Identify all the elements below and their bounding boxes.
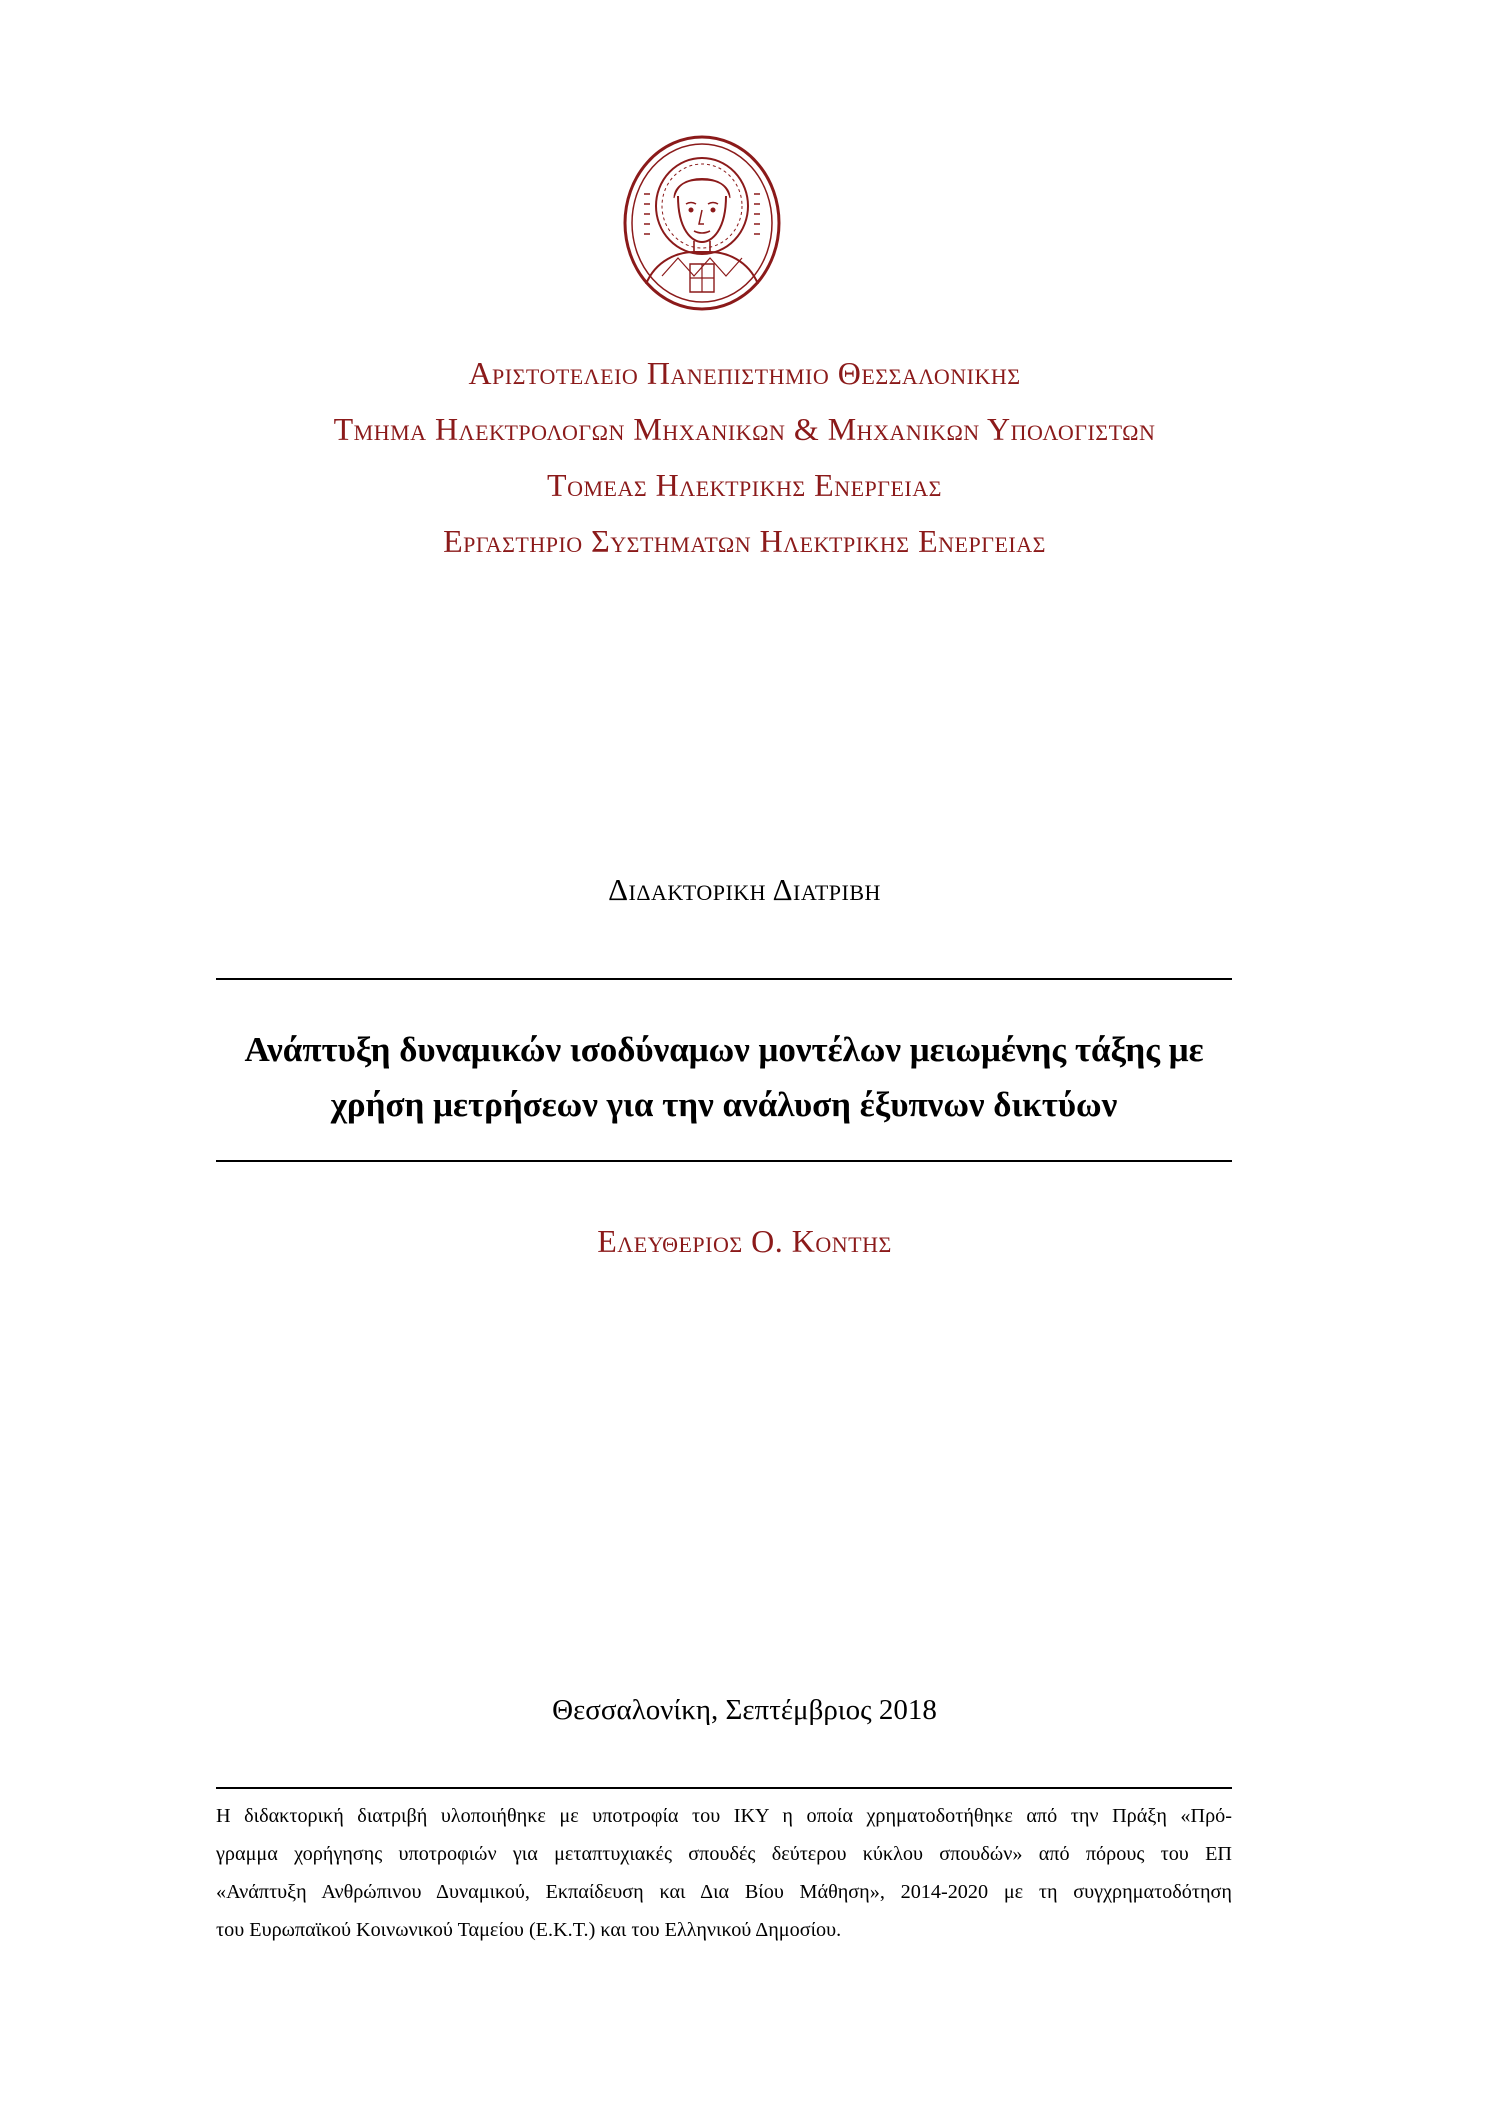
thesis-title-line-1: Ανάπτυξη δυναμικών ισοδύναμων μοντέλων μειωμένης τάξης με [244, 1030, 1204, 1069]
thesis-title-line-2: χρήση μετρήσεων για την ανάλυση έξυπνων δικτύων [330, 1085, 1118, 1124]
footnote-line-1: Η διδακτορική διατριβή υλοποιήθηκε με υποτροφία του ΙΚΥ η οποία χρηματοδοτήθηκε από την Πράξη «Πρό- [216, 1805, 1232, 1827]
title-bottom-rule [216, 1160, 1232, 1162]
laboratory-name: Εργαστηριο Συστηματων Ηλεκτρικης Ενεργειας [443, 523, 1046, 559]
university-name: Αριστοτελειο Πανεπιστημιο Θεσσαλονικης [468, 355, 1021, 391]
department-name: Τμημα Ηλεκτρολογων Μηχανικων & Μηχανικων Υπολογιστων [333, 411, 1156, 447]
footnote-line-3: «Ανάπτυξη Ανθρώπινου Δυναμικού, Εκπαίδευση και Δια Βίου Μάθηση», 2014-2020 με τη συγχρηματοδότηση [216, 1881, 1232, 1903]
author-name: Ελευθεριος Ο. Κοντης [597, 1223, 892, 1259]
thesis-title [216, 1022, 1232, 1132]
title-top-rule [216, 978, 1232, 980]
division-name: Τομεας Ηλεκτρικης Ενεργειας [547, 467, 942, 503]
document-type: Διδακτορικη Διατριβη [608, 872, 881, 907]
footnote-line-4: του Ευρωπαϊκού Κοινωνικού Ταμείου (Ε.Κ.Τ.) και του Ελληνικού Δημοσίου. [216, 1919, 842, 1941]
institution-block [0, 345, 1489, 569]
footnote-rule [216, 1787, 1232, 1789]
funding-footnote [216, 1797, 1232, 1949]
university-seal-icon [622, 134, 782, 312]
place-and-date: Θεσσαλονίκη, Σεπτέμβριος 2018 [552, 1694, 937, 1726]
footnote-line-2: γραμμα χορήγησης υποτροφιών για μεταπτυχιακές σπουδές δεύτερου κύκλου σπουδών» από πόρους του ΕΠ [216, 1843, 1232, 1865]
